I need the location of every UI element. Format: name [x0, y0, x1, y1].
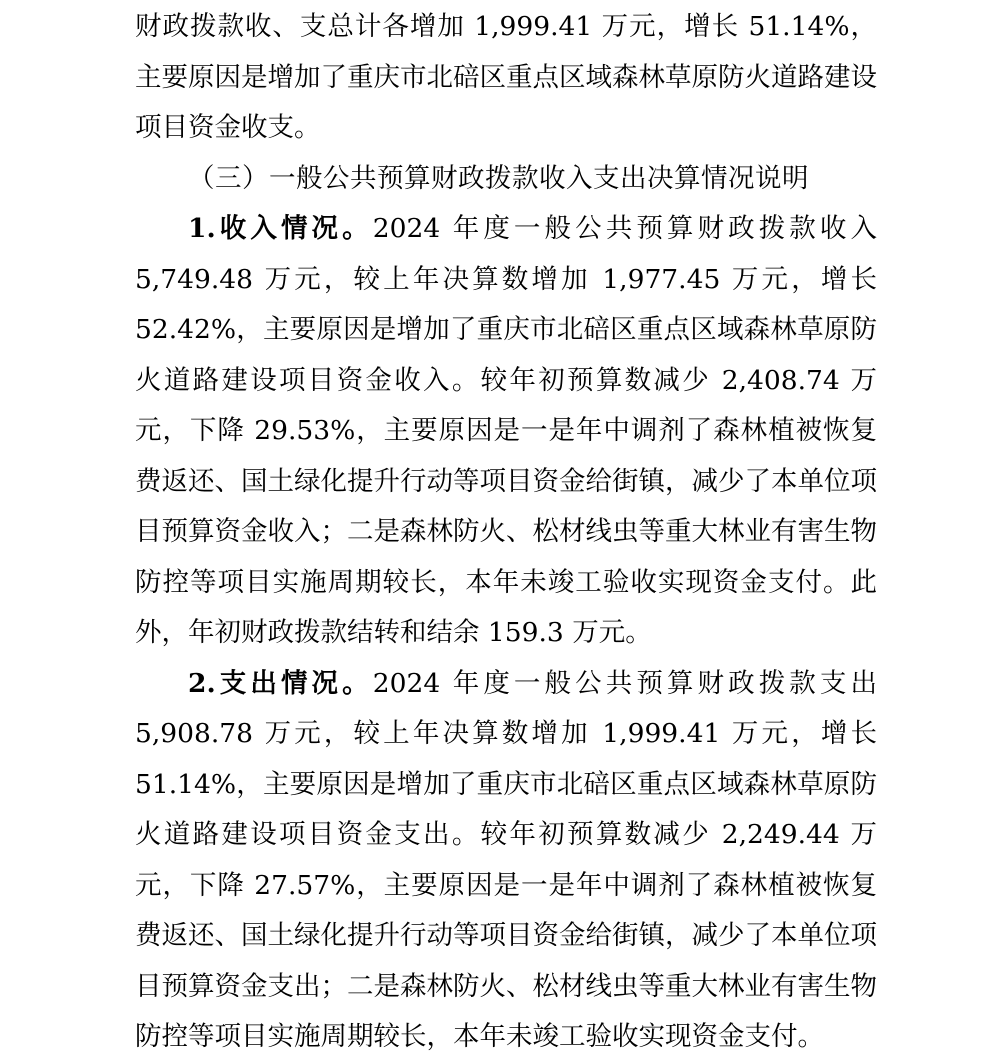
intro-paragraph: 财政拨款收、支总计各增加 1,999.41 万元，增长 51.14%，主要原因是增加了重庆市北碚区重点区域森林草原防火道路建设项目资金收支。 [135, 11, 877, 143]
income-body: 2024 年度一般公共预算财政拨款收入 5,749.48 万元，较上年决算数增加 1,977.45 万元，增长 52.42%，主要原因是增加了重庆市北碚区重点区域森林草原防火道路建设项目资金收入。较年初预算数减少 2,408.74 万元，下降 29.53%，主要原因是一是年中调剂了森林植被恢复费返还、国土绿化提升行动等项目资金给街镇，减少了本单位项目预算资金收入；二是森林防火、松材线虫等重大林业有害生物防控等项目实施周期较长，本年未竣工验收实现资金支付。此外，年初财政拨款结转和结余 159.3 万元。 [135, 213, 877, 648]
income-paragraph [135, 204, 877, 659]
expenditure-paragraph [135, 659, 877, 1063]
section-heading: （三）一般公共预算财政拨款收入支出决算情况说明 [188, 162, 809, 194]
expenditure-body: 2024 年度一般公共预算财政拨款支出 5,908.78 万元，较上年决算数增加 1,999.41 万元，增长 51.14%，主要原因是增加了重庆市北碚区重点区域森林草原防火道路建设项目资金支出。较年初预算数减少 2,249.44 万元，下降 27.57%，主要原因是一是年中调剂了森林植被恢复费返还、国土绿化提升行动等项目资金给街镇，减少了本单位项目预算资金支出；二是森林防火、松材线虫等重大林业有害生物防控等项目实施周期较长，本年未竣工验收实现资金支付。 [135, 667, 877, 1052]
income-title: 1.收入情况。 [188, 213, 373, 244]
document-page [135, 2, 877, 1063]
expenditure-title: 2.支出情况。 [188, 667, 373, 699]
